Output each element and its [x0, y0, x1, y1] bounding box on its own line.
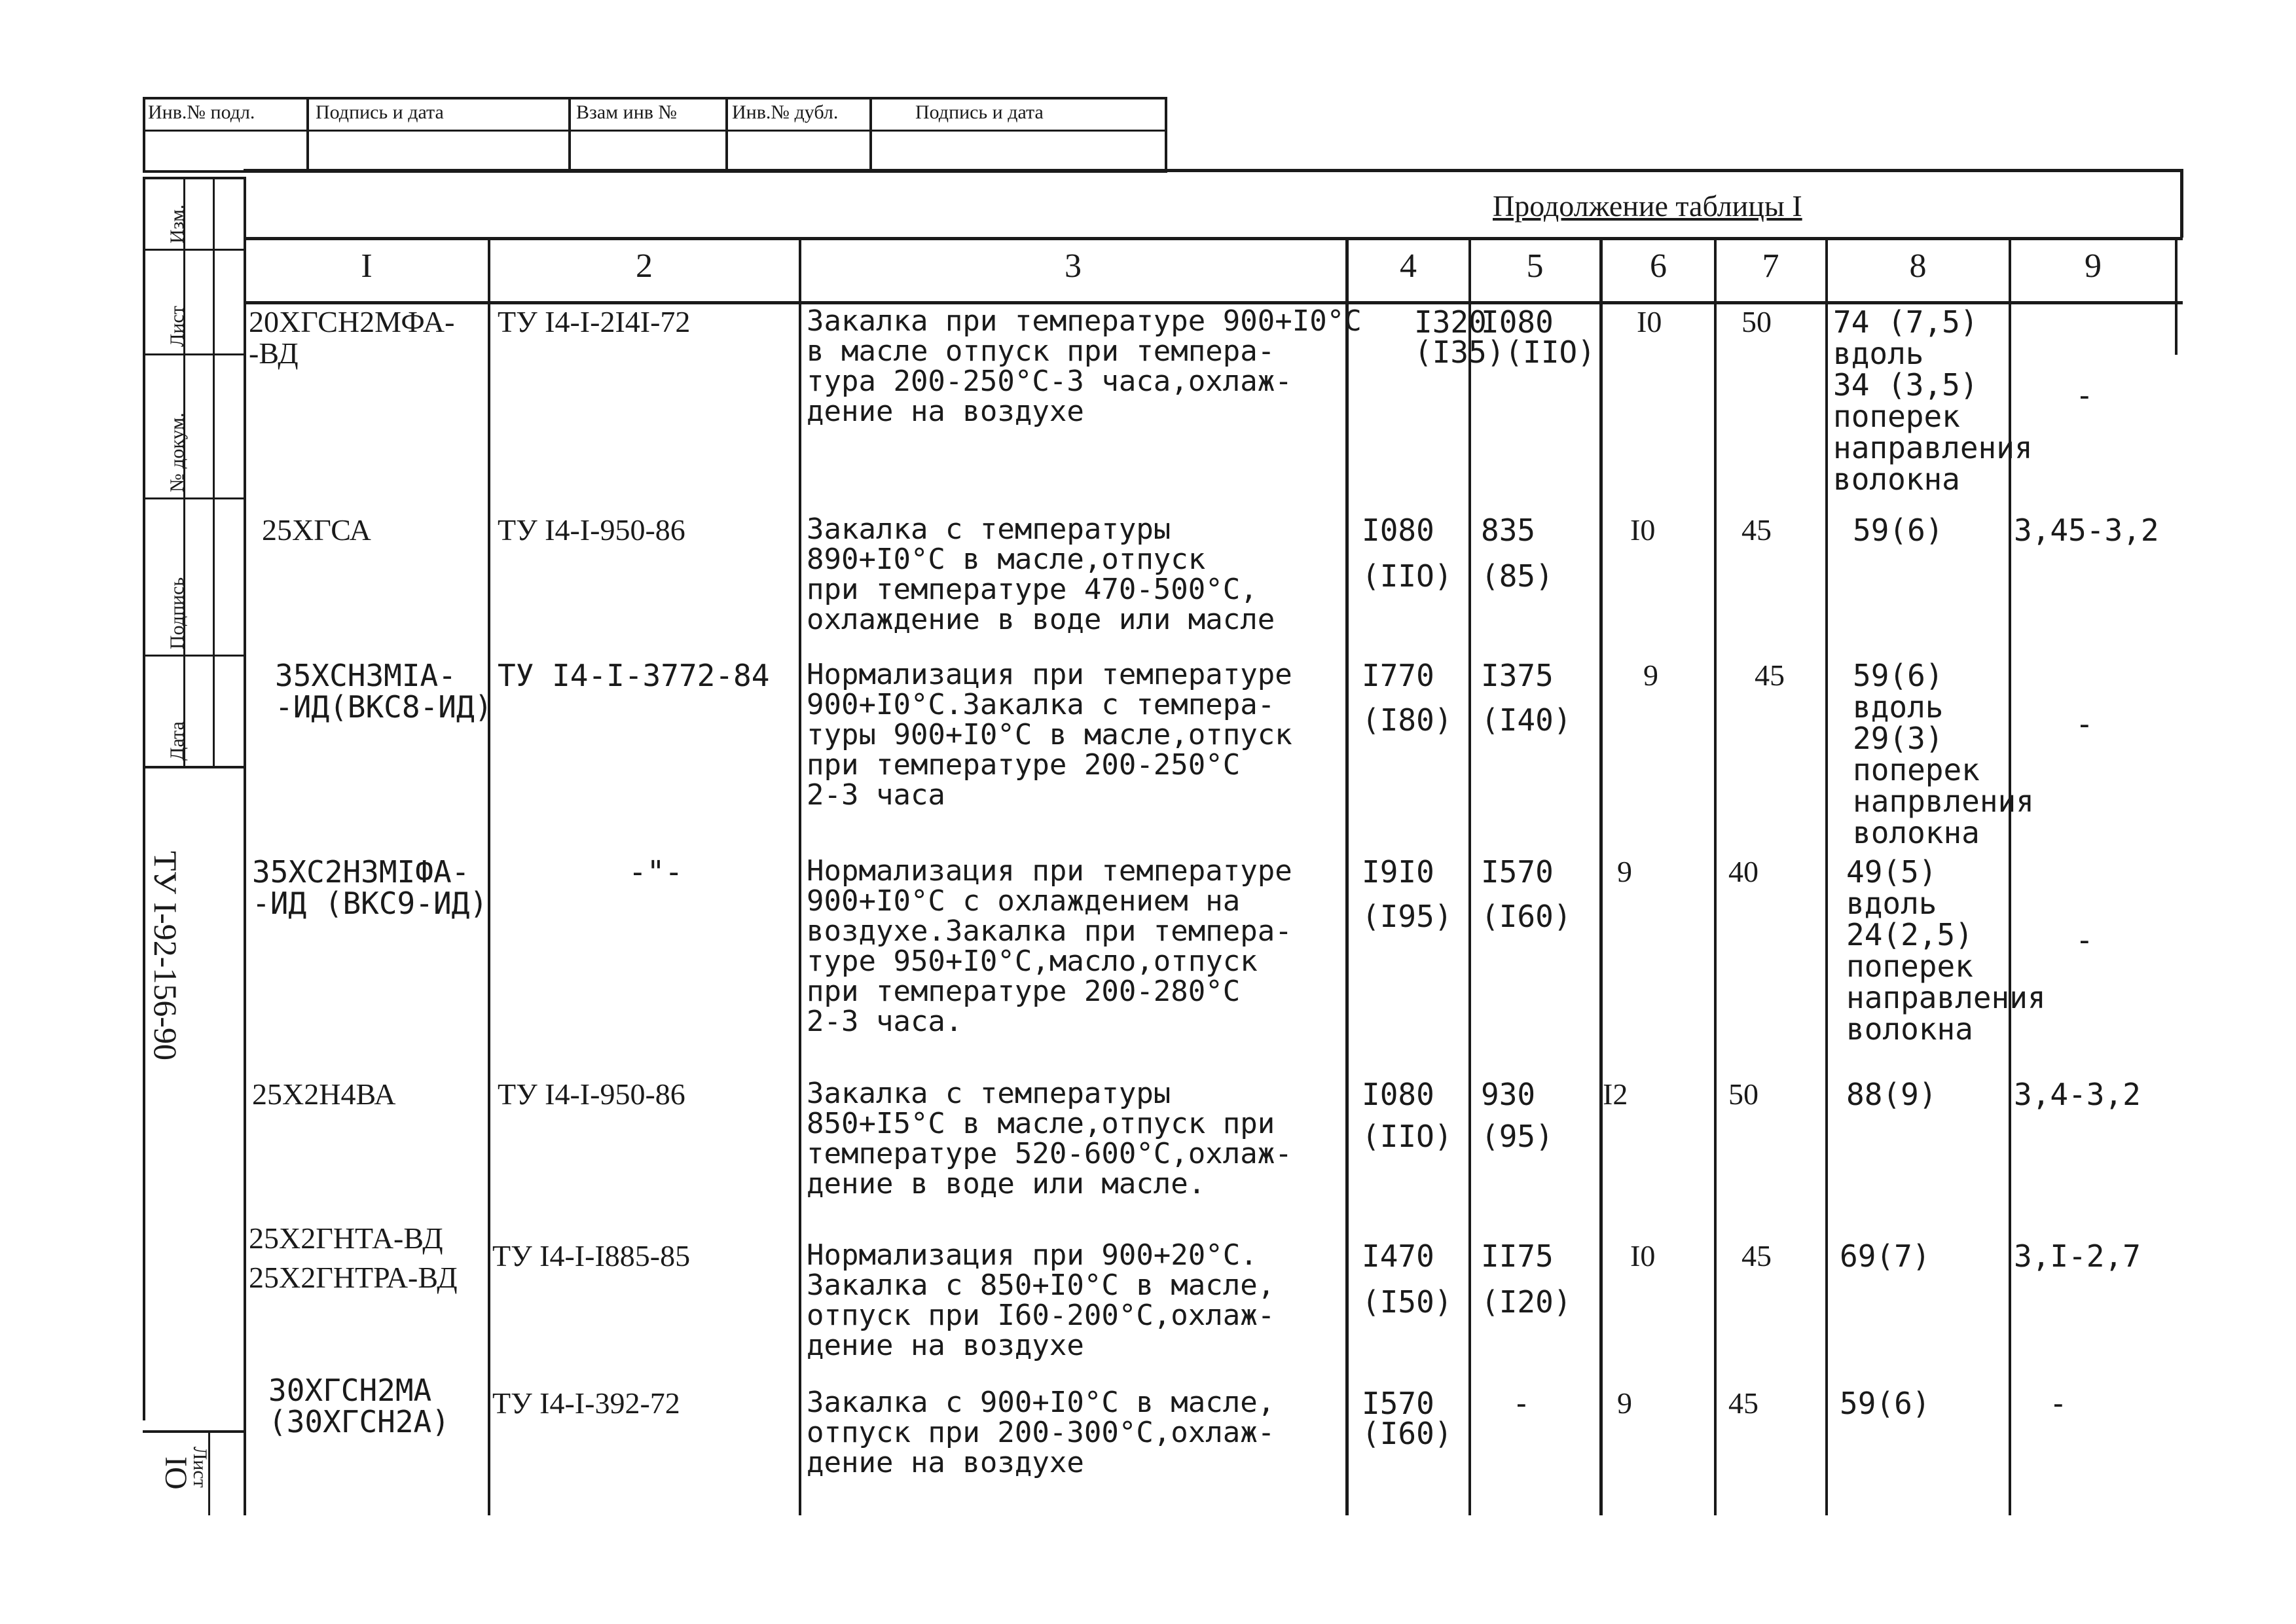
- col5b-cell: (85): [1481, 558, 1554, 594]
- treatment-cell: Нормализация при температуре 900+I0°С.Закалка с темпера- туры 900+I0°С в масле,отпуск при температуре 200-250°С 2-3 часа: [807, 658, 1292, 812]
- col9-cell: 3,4-3,2: [2014, 1077, 2141, 1112]
- col5b-cell: (95): [1481, 1119, 1554, 1154]
- col8-cell: 88(9): [1846, 1077, 1937, 1112]
- col8-cell: 59(6) вдоль 29(3) поперек напрвления волокна: [1853, 658, 2034, 850]
- col4-cell: I770: [1362, 658, 1434, 693]
- treatment-cell: Закалка при температуре 900+I0°С в масле отпуск при темпера- тура 200-250°С-3 часа,охлаж- дение на воздухе: [807, 304, 1362, 428]
- col8-cell: 59(6): [1840, 1386, 1931, 1421]
- stamp-sign-date-1: Подпись и дата: [316, 101, 444, 123]
- treatment-cell: Закалка с температуры 850+I5°С в масле,отпуск при температуре 520-600°С,охлаж- дение в воде или масле.: [807, 1077, 1292, 1200]
- column-header-6: 6: [1650, 247, 1667, 285]
- column-header-5: 5: [1526, 247, 1544, 285]
- stamp-inv-podl: Инв.№ подл.: [148, 101, 255, 123]
- col9-cell: 3,45-3,2: [2014, 513, 2159, 548]
- col5-cell: I570: [1481, 854, 1554, 890]
- standard-cell: ТУ I4-I-I885-85: [492, 1239, 691, 1272]
- document-code: ТУ I-92-156-90: [147, 851, 184, 1061]
- col6-cell: 9: [1617, 1386, 1632, 1420]
- col9-cell: 3,I-2,7: [2014, 1238, 2141, 1274]
- col9-cell: -: [2075, 922, 2094, 958]
- col4-cell: I080: [1362, 513, 1434, 548]
- col5-cell: I375: [1481, 658, 1554, 693]
- grade-cell: 25Х2ГНТА-ВД 25Х2ГНТРА-ВД: [249, 1221, 458, 1294]
- col6-cell: 9: [1617, 855, 1632, 888]
- col4b-cell: (I60): [1362, 1416, 1453, 1451]
- column-header-9: 9: [2085, 247, 2102, 285]
- col4b-cell: (I50): [1362, 1284, 1453, 1320]
- grade-cell: 20ХГСН2МФА- -ВД: [249, 305, 455, 370]
- column-header-7: 7: [1762, 247, 1779, 285]
- col9-cell: -: [2049, 1386, 2068, 1421]
- col8-cell: 59(6): [1853, 513, 1944, 548]
- standard-cell: ТУ I4-I-3772-84: [498, 658, 770, 693]
- standard-cell: -"-: [629, 854, 683, 890]
- treatment-cell: Нормализация при 900+20°С. Закалка с 850+I0°С в масле, отпуск при I60-200°С,охлаж- дение на воздухе: [807, 1238, 1275, 1362]
- grade-cell: 35ХС2Н3МIФА- -ИД (ВКС9-ИД): [252, 854, 488, 921]
- standard-cell: ТУ I4-I-392-72: [492, 1386, 680, 1420]
- col4-5-paren-cell: (I35)(IIO): [1414, 334, 1595, 370]
- col9-cell: -: [2075, 706, 2094, 742]
- margin-signature: Подпись: [166, 577, 188, 649]
- col5-cell: II75: [1481, 1238, 1554, 1274]
- grade-cell: 25ХГСА: [262, 513, 371, 547]
- col6-cell: I0: [1630, 1239, 1656, 1272]
- sheet-label: Лист: [189, 1447, 211, 1488]
- grade-cell: 30ХГСН2МА (30ХГСН2А): [268, 1373, 450, 1439]
- col5b-cell: (I60): [1481, 899, 1572, 934]
- column-header-4: 4: [1400, 247, 1417, 285]
- grade-cell: 25Х2Н4ВА: [252, 1077, 396, 1111]
- col5-cell: 930: [1481, 1077, 1536, 1112]
- standard-cell: ТУ I4-I-950-86: [498, 513, 685, 547]
- treatment-cell: Закалка с 900+I0°С в масле, отпуск при 200-300°С,охлаж- дение на воздухе: [807, 1386, 1275, 1479]
- col7-cell: 50: [1741, 305, 1772, 338]
- stamp-vzam-inv: Взам инв №: [576, 101, 678, 123]
- col8-cell: 74 (7,5) вдоль 34 (3,5) поперек направления волокна: [1833, 304, 2033, 497]
- col7-cell: 40: [1728, 855, 1758, 888]
- col7-cell: 45: [1728, 1386, 1758, 1420]
- col7-cell: 45: [1741, 513, 1772, 547]
- stamp-inv-dubl: Инв.№ дубл.: [732, 101, 839, 123]
- col7-cell: 45: [1755, 659, 1785, 692]
- column-header-8: 8: [1909, 247, 1927, 285]
- margin-list: Лист: [166, 306, 188, 347]
- col9-cell: -: [2075, 378, 2094, 413]
- col5-cell: 835: [1481, 513, 1536, 548]
- col4-cell: I9I0: [1362, 854, 1434, 890]
- col8-cell: 49(5) вдоль 24(2,5) поперек направления волокна: [1846, 854, 2046, 1047]
- stamp-sign-date-2: Подпись и дата: [915, 101, 1044, 123]
- col4b-cell: (IIO): [1362, 1119, 1453, 1154]
- col6-cell: I2: [1603, 1077, 1628, 1111]
- col5-cell: I080: [1481, 304, 1554, 340]
- stamp-strip: [143, 97, 1167, 173]
- grade-cell: 35ХСН3МIА- -ИД(ВКС8-ИД): [275, 658, 493, 725]
- col4-cell: I470: [1362, 1238, 1434, 1274]
- col6-cell: 9: [1643, 659, 1658, 692]
- col6-cell: I0: [1637, 305, 1662, 338]
- col5-cell: -: [1512, 1386, 1531, 1421]
- standard-cell: ТУ I4-I-2I4I-72: [498, 305, 691, 338]
- column-header-1: I: [361, 247, 373, 285]
- col6-cell: I0: [1630, 513, 1656, 547]
- continuation-caption: Продолжение таблицы I: [1493, 189, 1802, 223]
- col4-cell: I080: [1362, 1077, 1434, 1112]
- col4-cell: I320: [1414, 304, 1487, 340]
- col8-cell: 69(7): [1840, 1238, 1931, 1274]
- col4b-cell: (IIO): [1362, 558, 1453, 594]
- standard-cell: ТУ I4-I-950-86: [498, 1077, 685, 1111]
- col7-cell: 50: [1728, 1077, 1758, 1111]
- col4b-cell: (I80): [1362, 702, 1453, 738]
- col7-cell: 45: [1741, 1239, 1772, 1272]
- margin-date: Дата: [166, 721, 188, 761]
- treatment-cell: Закалка с температуры 890+I0°С в масле,отпуск при температуре 470-500°С, охлаждение в воде или масле: [807, 513, 1275, 636]
- col5b-cell: (I20): [1481, 1284, 1572, 1320]
- col4-cell: I570: [1362, 1386, 1434, 1421]
- col4b-cell: (I95): [1362, 899, 1453, 934]
- sheet-number: IO: [158, 1456, 193, 1490]
- margin-izm: Изм.: [166, 204, 188, 244]
- col5b-cell: (I40): [1481, 702, 1572, 738]
- margin-doc-number: № докум.: [166, 412, 188, 492]
- treatment-cell: Нормализация при температуре 900+I0°С с охлаждением на воздухе.Закалка при темпера- туре 950+I0°С,масло,отпуск при температуре 200-280°С 2-3 часа.: [807, 854, 1292, 1038]
- column-header-3: 3: [1065, 247, 1082, 285]
- column-header-2: 2: [636, 247, 653, 285]
